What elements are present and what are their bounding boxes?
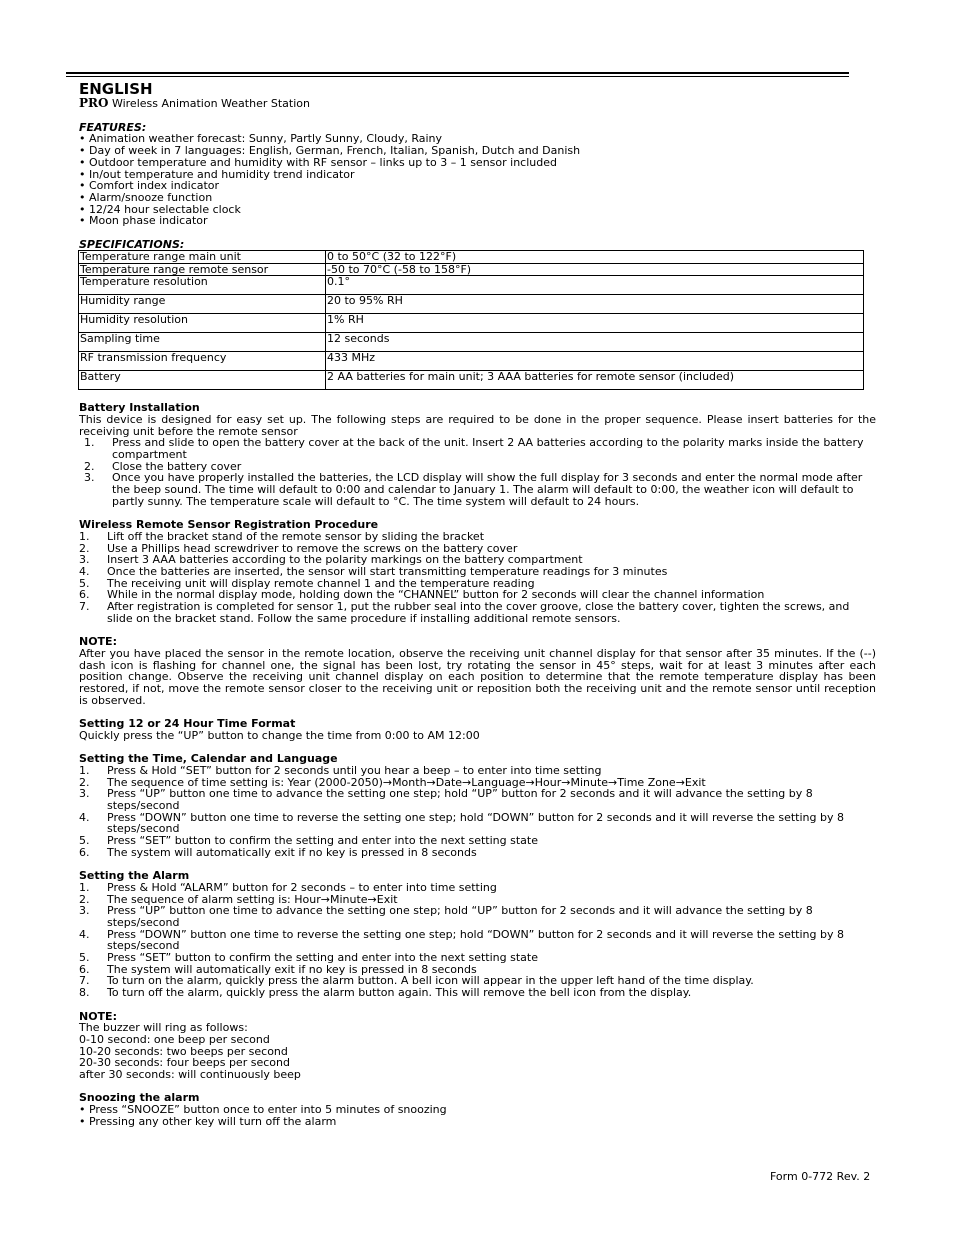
- alarm-setting-steps: [79, 882, 876, 999]
- step-number: 1.: [79, 529, 90, 543]
- note-text: After you have placed the sensor in the remote location, observe the receiving unit channel display for that sensor after 35 minutes. If the (--) dash icon is flashing for channel one, the signal has been lost, try rotating the sensor in 45° steps, wait for at least 3 minutes after each position change. Observe the receiving unit channel display on each position to determine that the remote temperature display has been restored, if not, move the remote sensor closer to the receiving unit or reposition both the receiving unit and the remote sensor until reception is observed.: [79, 646, 876, 707]
- step-number: 2.: [79, 775, 90, 789]
- form-number: Form 0-772 Rev. 2: [770, 1170, 871, 1183]
- spec-value: 0 to 50°C (32 to 122°F): [326, 251, 864, 264]
- step-text: The system will automatically exit if no key is pressed in 8 seconds: [107, 962, 477, 976]
- step-text: Press “DOWN” button one time to reverse the setting one step; hold “DOWN” button for 2 seconds and it will reverse the setting by 8 steps/second: [107, 927, 844, 953]
- step-text: Press and slide to open the battery cover at the back of the unit. Insert 2 AA batteries according to the polarity marks inside the battery compartment: [112, 436, 864, 461]
- buzzer-note-line: The buzzer will ring as follows:: [79, 1021, 248, 1035]
- time-setting-title: Setting the Time, Calendar and Language: [79, 752, 338, 766]
- top-rule-thin: [66, 76, 849, 77]
- step-number: 2.: [84, 459, 95, 473]
- features-list: [79, 133, 876, 227]
- step-number: 4.: [79, 810, 90, 824]
- spec-row: [79, 276, 864, 295]
- spec-label: RF transmission frequency: [79, 352, 326, 371]
- step-number: 2.: [79, 892, 90, 906]
- feature-item: • In/out temperature and humidity trend indicator: [79, 167, 355, 181]
- buzzer-note-line: 10-20 seconds: two beeps per second: [79, 1044, 288, 1058]
- step-text: Once you have properly installed the batteries, the LCD display will show the full display for 3 seconds and enter the normal mode after the beep sound. The time will default to 0:00 and calendar to January 1. The alarm will default to 0:00, the weather icon will default to partly sunny. The temperature scale will default to °C. The time system will default to 24 hours.: [112, 471, 863, 508]
- registration-steps: [79, 531, 876, 625]
- step-number: 3.: [79, 787, 90, 801]
- spec-value: 433 MHz: [326, 352, 864, 371]
- buzzer-note-line: after 30 seconds: will continuously beep: [79, 1068, 301, 1082]
- alarm-setting-step: [79, 987, 876, 999]
- step-text: The sequence of alarm setting is: Hour→Minute→Exit: [107, 892, 398, 906]
- step-number: 8.: [79, 986, 90, 1000]
- step-number: 5.: [79, 834, 90, 848]
- battery-step: [79, 472, 876, 507]
- step-text: Press “UP” button one time to advance the setting one step; hold “UP” button for 2 seconds and it will advance the setting by 8 steps/second: [107, 787, 813, 812]
- spec-row: [79, 263, 864, 276]
- step-number: 3.: [79, 904, 90, 918]
- spec-label: Humidity range: [79, 295, 326, 314]
- brand-logo-text: PRO: [79, 96, 109, 110]
- feature-item: • Moon phase indicator: [79, 214, 208, 228]
- step-text: The sequence of time setting is: Year (2000-2050)→Month→Date→Language→Hour→Minute→Time Zone→Exit: [107, 775, 706, 789]
- battery-step: [79, 437, 876, 460]
- alarm-setting-step: [79, 929, 876, 952]
- buzzer-note-lines: [79, 1022, 876, 1081]
- step-text: Press “SET” button to confirm the setting and enter into the next setting state: [107, 834, 538, 848]
- step-text: Press & Hold “SET” button for 2 seconds until you hear a beep – to enter into time setting: [107, 763, 602, 777]
- step-text: Press “UP” button one time to advance the setting one step; hold “UP” button for 2 seconds and it will advance the setting by 8 steps/second: [107, 904, 813, 929]
- step-text: To turn on the alarm, quickly press the alarm button. A bell icon will appear in the upper left hand of the time display.: [107, 974, 754, 988]
- battery-installation-steps: [79, 437, 876, 507]
- alarm-setting-step: [79, 882, 876, 894]
- time-setting-step: [79, 788, 876, 811]
- page-heading: ENGLISH: [79, 80, 153, 98]
- specifications-table: [78, 250, 864, 390]
- time-setting-step: [79, 847, 876, 859]
- step-text: Press “SET” button to confirm the setting and enter into the next setting state: [107, 951, 538, 965]
- alarm-setting-step: [79, 905, 876, 928]
- battery-installation-title: Battery Installation: [79, 401, 200, 415]
- spec-value: 1% RH: [326, 314, 864, 333]
- alarm-setting-title: Setting the Alarm: [79, 869, 190, 883]
- step-number: 5.: [79, 951, 90, 965]
- step-number: 7.: [79, 974, 90, 988]
- step-text: Close the battery cover: [112, 459, 242, 473]
- spec-value: 2 AA batteries for main unit; 3 AAA batteries for remote sensor (included): [326, 371, 864, 390]
- step-text: The receiving unit will display remote channel 1 and the temperature reading: [107, 576, 535, 590]
- spec-row: [79, 333, 864, 352]
- step-number: 6.: [79, 588, 90, 602]
- feature-item: • Animation weather forecast: Sunny, Partly Sunny, Cloudy, Rainy: [79, 132, 443, 146]
- spec-row: [79, 371, 864, 390]
- step-number: 1.: [79, 880, 90, 894]
- features-title: FEATURES:: [79, 120, 147, 134]
- product-name: Wireless Animation Weather Station: [111, 97, 310, 110]
- feature-item: • Day of week in 7 languages: English, German, French, Italian, Spanish, Dutch and Danish: [79, 144, 581, 158]
- spec-label: Humidity resolution: [79, 314, 326, 333]
- registration-step: [79, 531, 876, 543]
- spec-label: Sampling time: [79, 333, 326, 352]
- battery-installation-intro: This device is designed for easy set up. The following steps are required to be done in the proper sequence. Please insert batteries for the receiving unit before the remote sensor: [79, 412, 876, 438]
- top-rule-thick: [66, 72, 849, 74]
- spec-row: [79, 352, 864, 371]
- product-line: [79, 97, 876, 110]
- time-setting-step: [79, 765, 876, 777]
- time-setting-steps: [79, 765, 876, 859]
- spec-label: Temperature resolution: [79, 276, 326, 295]
- step-text: While in the normal display mode, holding down the “CHANNEL” button for 2 seconds will clear the channel information: [107, 588, 765, 602]
- spec-label: Temperature range remote sensor: [79, 263, 326, 276]
- step-number: 6.: [79, 962, 90, 976]
- alarm-setting-step: [79, 952, 876, 964]
- spec-row: [79, 314, 864, 333]
- step-number: 6.: [79, 845, 90, 859]
- feature-item: • Outdoor temperature and humidity with RF sensor – links up to 3 – 1 sensor included: [79, 155, 557, 169]
- step-number: 2.: [79, 541, 90, 555]
- snooze-line: • Press “SNOOZE” button once to enter into 5 minutes of snoozing: [79, 1103, 447, 1117]
- step-text: Press “DOWN” button one time to reverse the setting one step; hold “DOWN” button for 2 seconds and it will reverse the setting by 8 steps/second: [107, 810, 844, 836]
- document-body: [79, 81, 876, 1128]
- registration-step: [79, 601, 876, 624]
- snooze-lines: [79, 1104, 876, 1127]
- spec-label: Battery: [79, 371, 326, 390]
- spec-value: -50 to 70°C (-58 to 158°F): [326, 263, 864, 276]
- step-text: Press & Hold “ALARM” button for 2 seconds – to enter into time setting: [107, 880, 497, 894]
- step-text: Lift off the bracket stand of the remote sensor by sliding the bracket: [107, 529, 485, 543]
- spec-value: 12 seconds: [326, 333, 864, 352]
- spec-row: [79, 251, 864, 264]
- step-number: 1.: [84, 436, 95, 450]
- specifications-title: SPECIFICATIONS:: [79, 237, 185, 251]
- step-text: The system will automatically exit if no key is pressed in 8 seconds: [107, 845, 477, 859]
- note-title: NOTE:: [79, 635, 117, 649]
- step-text: Use a Phillips head screwdriver to remove the screws on the battery cover: [107, 541, 518, 555]
- step-text: After registration is completed for sensor 1, put the rubber seal into the cover groove, close the battery cover, tighten the screws, and slide on the bracket stand. Follow the same procedure if installing additional remote sensors.: [107, 600, 850, 625]
- spec-value: 20 to 95% RH: [326, 295, 864, 314]
- registration-title: Wireless Remote Sensor Registration Procedure: [79, 518, 379, 532]
- snooze-title: Snoozing the alarm: [79, 1091, 200, 1105]
- buzzer-note-line: 20-30 seconds: four beeps per second: [79, 1056, 290, 1070]
- step-number: 3.: [79, 553, 90, 567]
- step-number: 7.: [79, 600, 90, 614]
- step-number: 4.: [79, 564, 90, 578]
- step-number: 1.: [79, 763, 90, 777]
- time-format-text: Quickly press the “UP” button to change the time from 0:00 to AM 12:00: [79, 728, 480, 742]
- spec-value: 0.1°: [326, 276, 864, 295]
- snooze-line: • Pressing any other key will turn off the alarm: [79, 1114, 337, 1128]
- buzzer-note-title: NOTE:: [79, 1009, 117, 1023]
- feature-item: • Comfort index indicator: [79, 179, 220, 193]
- spec-label: Temperature range main unit: [79, 251, 326, 264]
- time-setting-step: [79, 812, 876, 835]
- step-number: 4.: [79, 927, 90, 941]
- feature-item: • 12/24 hour selectable clock: [79, 202, 241, 216]
- step-number: 3.: [84, 471, 95, 485]
- step-text: To turn off the alarm, quickly press the alarm button again. This will remove the bell icon from the display.: [107, 986, 692, 1000]
- step-text: Insert 3 AAA batteries according to the polarity markings on the battery compartment: [107, 553, 583, 567]
- registration-step: [79, 566, 876, 578]
- buzzer-note-line: 0-10 second: one beep per second: [79, 1032, 270, 1046]
- spec-row: [79, 295, 864, 314]
- feature-item: • Alarm/snooze function: [79, 190, 213, 204]
- time-format-title: Setting 12 or 24 Hour Time Format: [79, 717, 296, 731]
- time-setting-step: [79, 835, 876, 847]
- step-text: Once the batteries are inserted, the sensor will start transmitting temperature readings for 3 minutes: [107, 564, 668, 578]
- step-number: 5.: [79, 576, 90, 590]
